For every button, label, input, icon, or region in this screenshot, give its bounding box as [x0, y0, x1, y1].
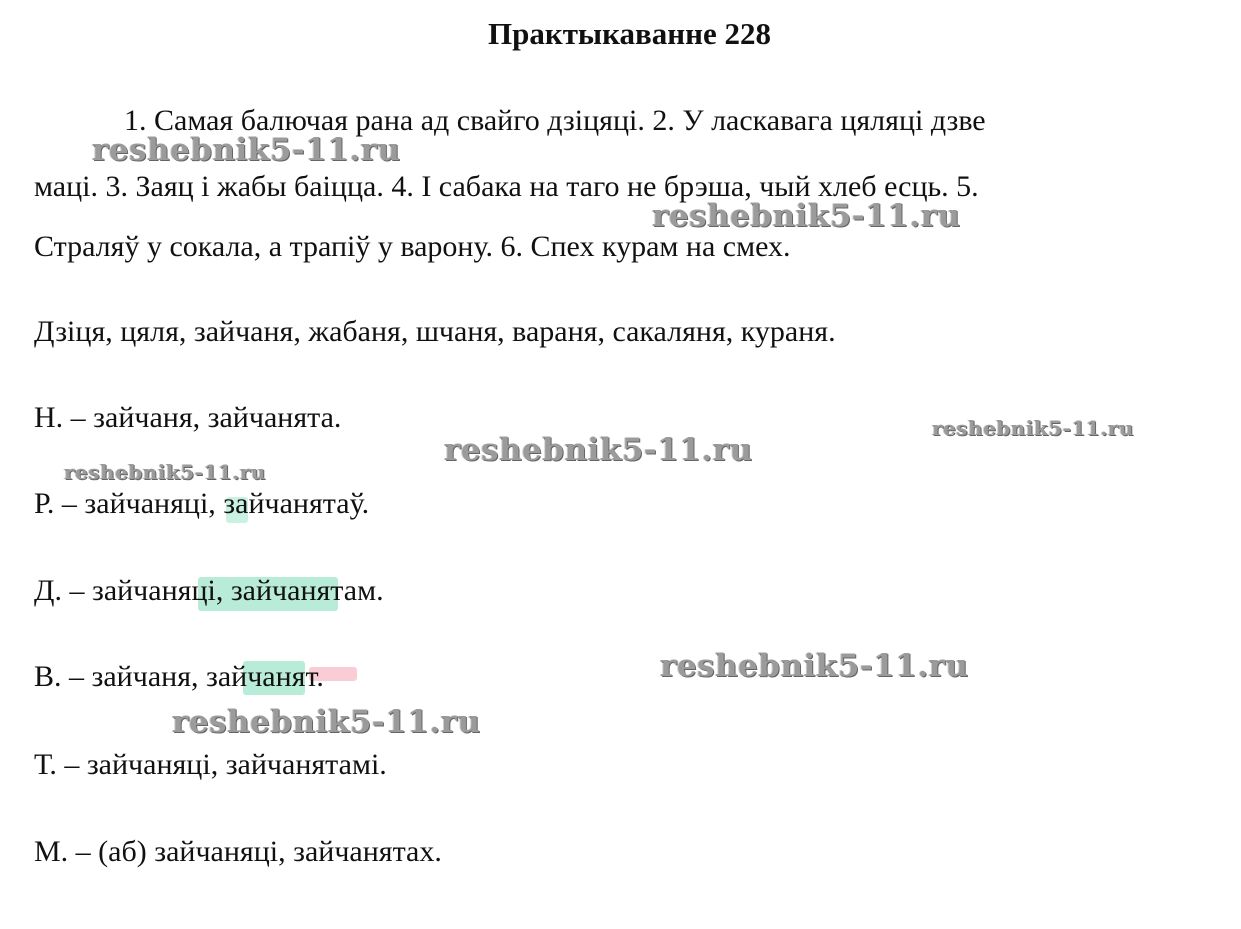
watermark: reshebnik5-11.ru — [172, 704, 481, 740]
watermark: reshebnik5-11.ru — [660, 648, 969, 684]
paragraph-line-3: Страляў у сокала, а трапіў у варону. 6. Спех курам на смех. — [34, 230, 791, 263]
paragraph-line-1: 1. Самая балючая рана ад свайго дзіцяці. 2. У ласкавага цяляці дзве — [124, 104, 986, 137]
watermark: reshebnik5-11.ru — [652, 198, 961, 234]
watermark: reshebnik5-11.ru — [444, 432, 753, 468]
declension-locative: М. – (аб) зайчаняці, зайчанятах. — [34, 835, 442, 868]
exercise-title: Практыкаванне 228 — [487, 16, 771, 51]
declension-genitive: Р. – зайчаняці, зайчанятаў. — [34, 487, 370, 520]
watermark: reshebnik5-11.ru — [932, 416, 1134, 440]
words-line: Дзіця, цяля, зайчаня, жабаня, шчаня, вараня, сакаляня, кураня. — [34, 315, 836, 348]
declension-instrumental: Т. – зайчаняці, зайчанятамі. — [34, 748, 387, 781]
paragraph-line-2: маці. 3. Заяц і жабы баіцца. 4. І сабака на таго не брэша, чый хлеб есць. 5. — [34, 170, 979, 203]
declension-dative: Д. – зайчаняці, зайчанятам. — [34, 574, 384, 607]
watermark: reshebnik5-11.ru — [64, 460, 266, 484]
declension-accusative: В. – зайчаня, зайчанят. — [34, 660, 324, 693]
watermark: reshebnik5-11.ru — [92, 132, 401, 168]
declension-nominative: Н. – зайчаня, зайчанята. — [34, 401, 342, 434]
